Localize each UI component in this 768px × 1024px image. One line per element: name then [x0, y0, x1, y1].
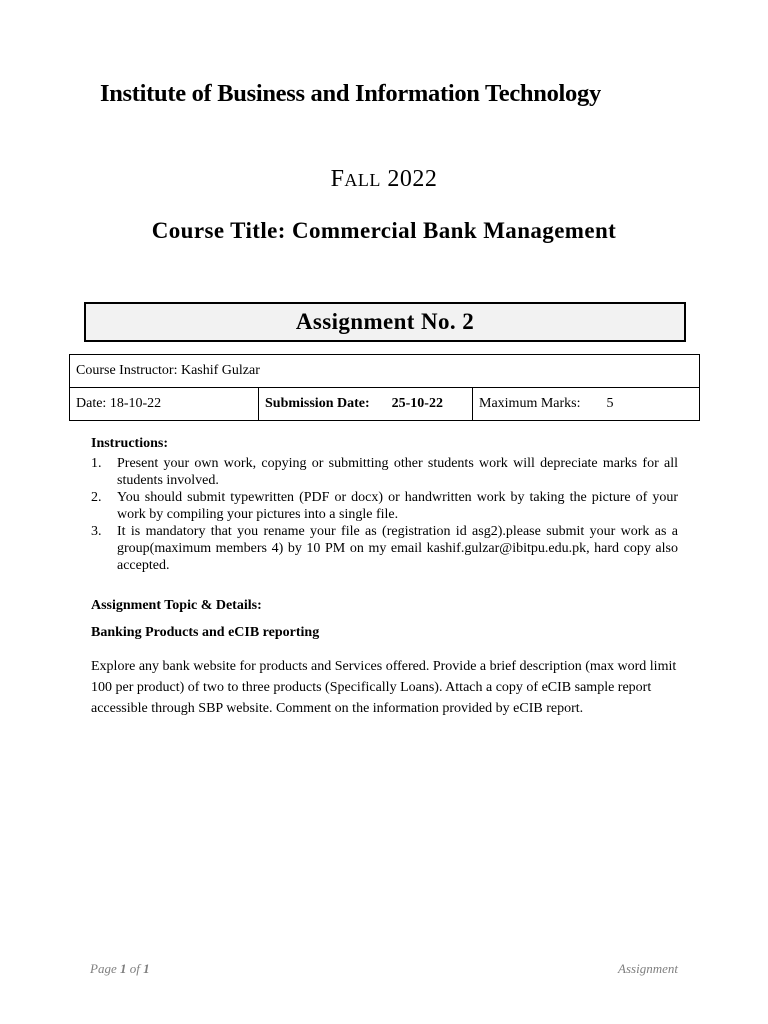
info-row-dates — [70, 388, 700, 421]
max-marks-cell — [473, 388, 700, 421]
page-total: 1 — [143, 961, 150, 976]
institute-name: Institute of Business and Information Technology — [100, 80, 601, 107]
topic-heading: Assignment Topic & Details: — [91, 598, 262, 613]
list-item-text: Present your own work, copying or submitting other students work will depreciate marks for all students involved. — [117, 456, 678, 488]
submission-label: Submission Date: — [265, 396, 370, 411]
topic-body: Explore any bank website for products and Services offered. Provide a brief description (max word limit 100 per product) of two to three products (Specifically Loans). Attach a copy of eCIB sample report accessible through SBP website. Comment on the information provided by eCIB report. — [91, 659, 677, 716]
submission-cell — [259, 388, 473, 421]
term — [0, 166, 768, 193]
page-footer-number — [90, 961, 150, 977]
list-item-number: 3. — [91, 524, 102, 539]
list-item — [91, 489, 678, 523]
info-table — [69, 354, 700, 421]
term-year: 2022 — [387, 166, 438, 192]
assignment-title: Assignment No. 2 — [295, 309, 475, 334]
date-cell: Date: 18-10-22 — [70, 388, 259, 421]
page-num: 1 — [119, 961, 127, 976]
list-item-number: 1. — [91, 456, 102, 471]
list-item-text: You should submit typewritten (PDF or docx) or handwritten work by taking the picture of your work by compiling your pictures into a single file. — [117, 490, 678, 522]
page-word: Page — [90, 961, 117, 976]
of-word: of — [129, 961, 140, 976]
term-initial: F — [330, 166, 345, 192]
instructions-list — [91, 455, 678, 574]
topic-subheading: Banking Products and eCIB reporting — [91, 625, 320, 640]
max-marks-value: 5 — [606, 396, 614, 411]
list-item — [91, 455, 678, 489]
assignment-title-box — [84, 302, 686, 342]
instructions-title: Instructions: — [91, 436, 169, 451]
page-footer-label: Assignment — [618, 961, 678, 976]
list-item-number: 2. — [91, 490, 102, 505]
instructor-cell: Course Instructor: Kashif Gulzar — [70, 355, 700, 388]
max-marks-label: Maximum Marks: — [479, 396, 581, 411]
course-title: Course Title: Commercial Bank Management — [151, 218, 617, 243]
submission-value: 25-10-22 — [391, 396, 443, 411]
list-item — [91, 523, 678, 574]
list-item-text: It is mandatory that you rename your file as (registration id asg2).please submit your work as a group(maximum members 4) by 10 PM on my email kashif.gulzar@ibitpu.edu.pk, hard copy also accepted. — [117, 524, 678, 573]
term-rest: ALL — [344, 170, 381, 190]
info-row-instructor — [70, 355, 700, 388]
